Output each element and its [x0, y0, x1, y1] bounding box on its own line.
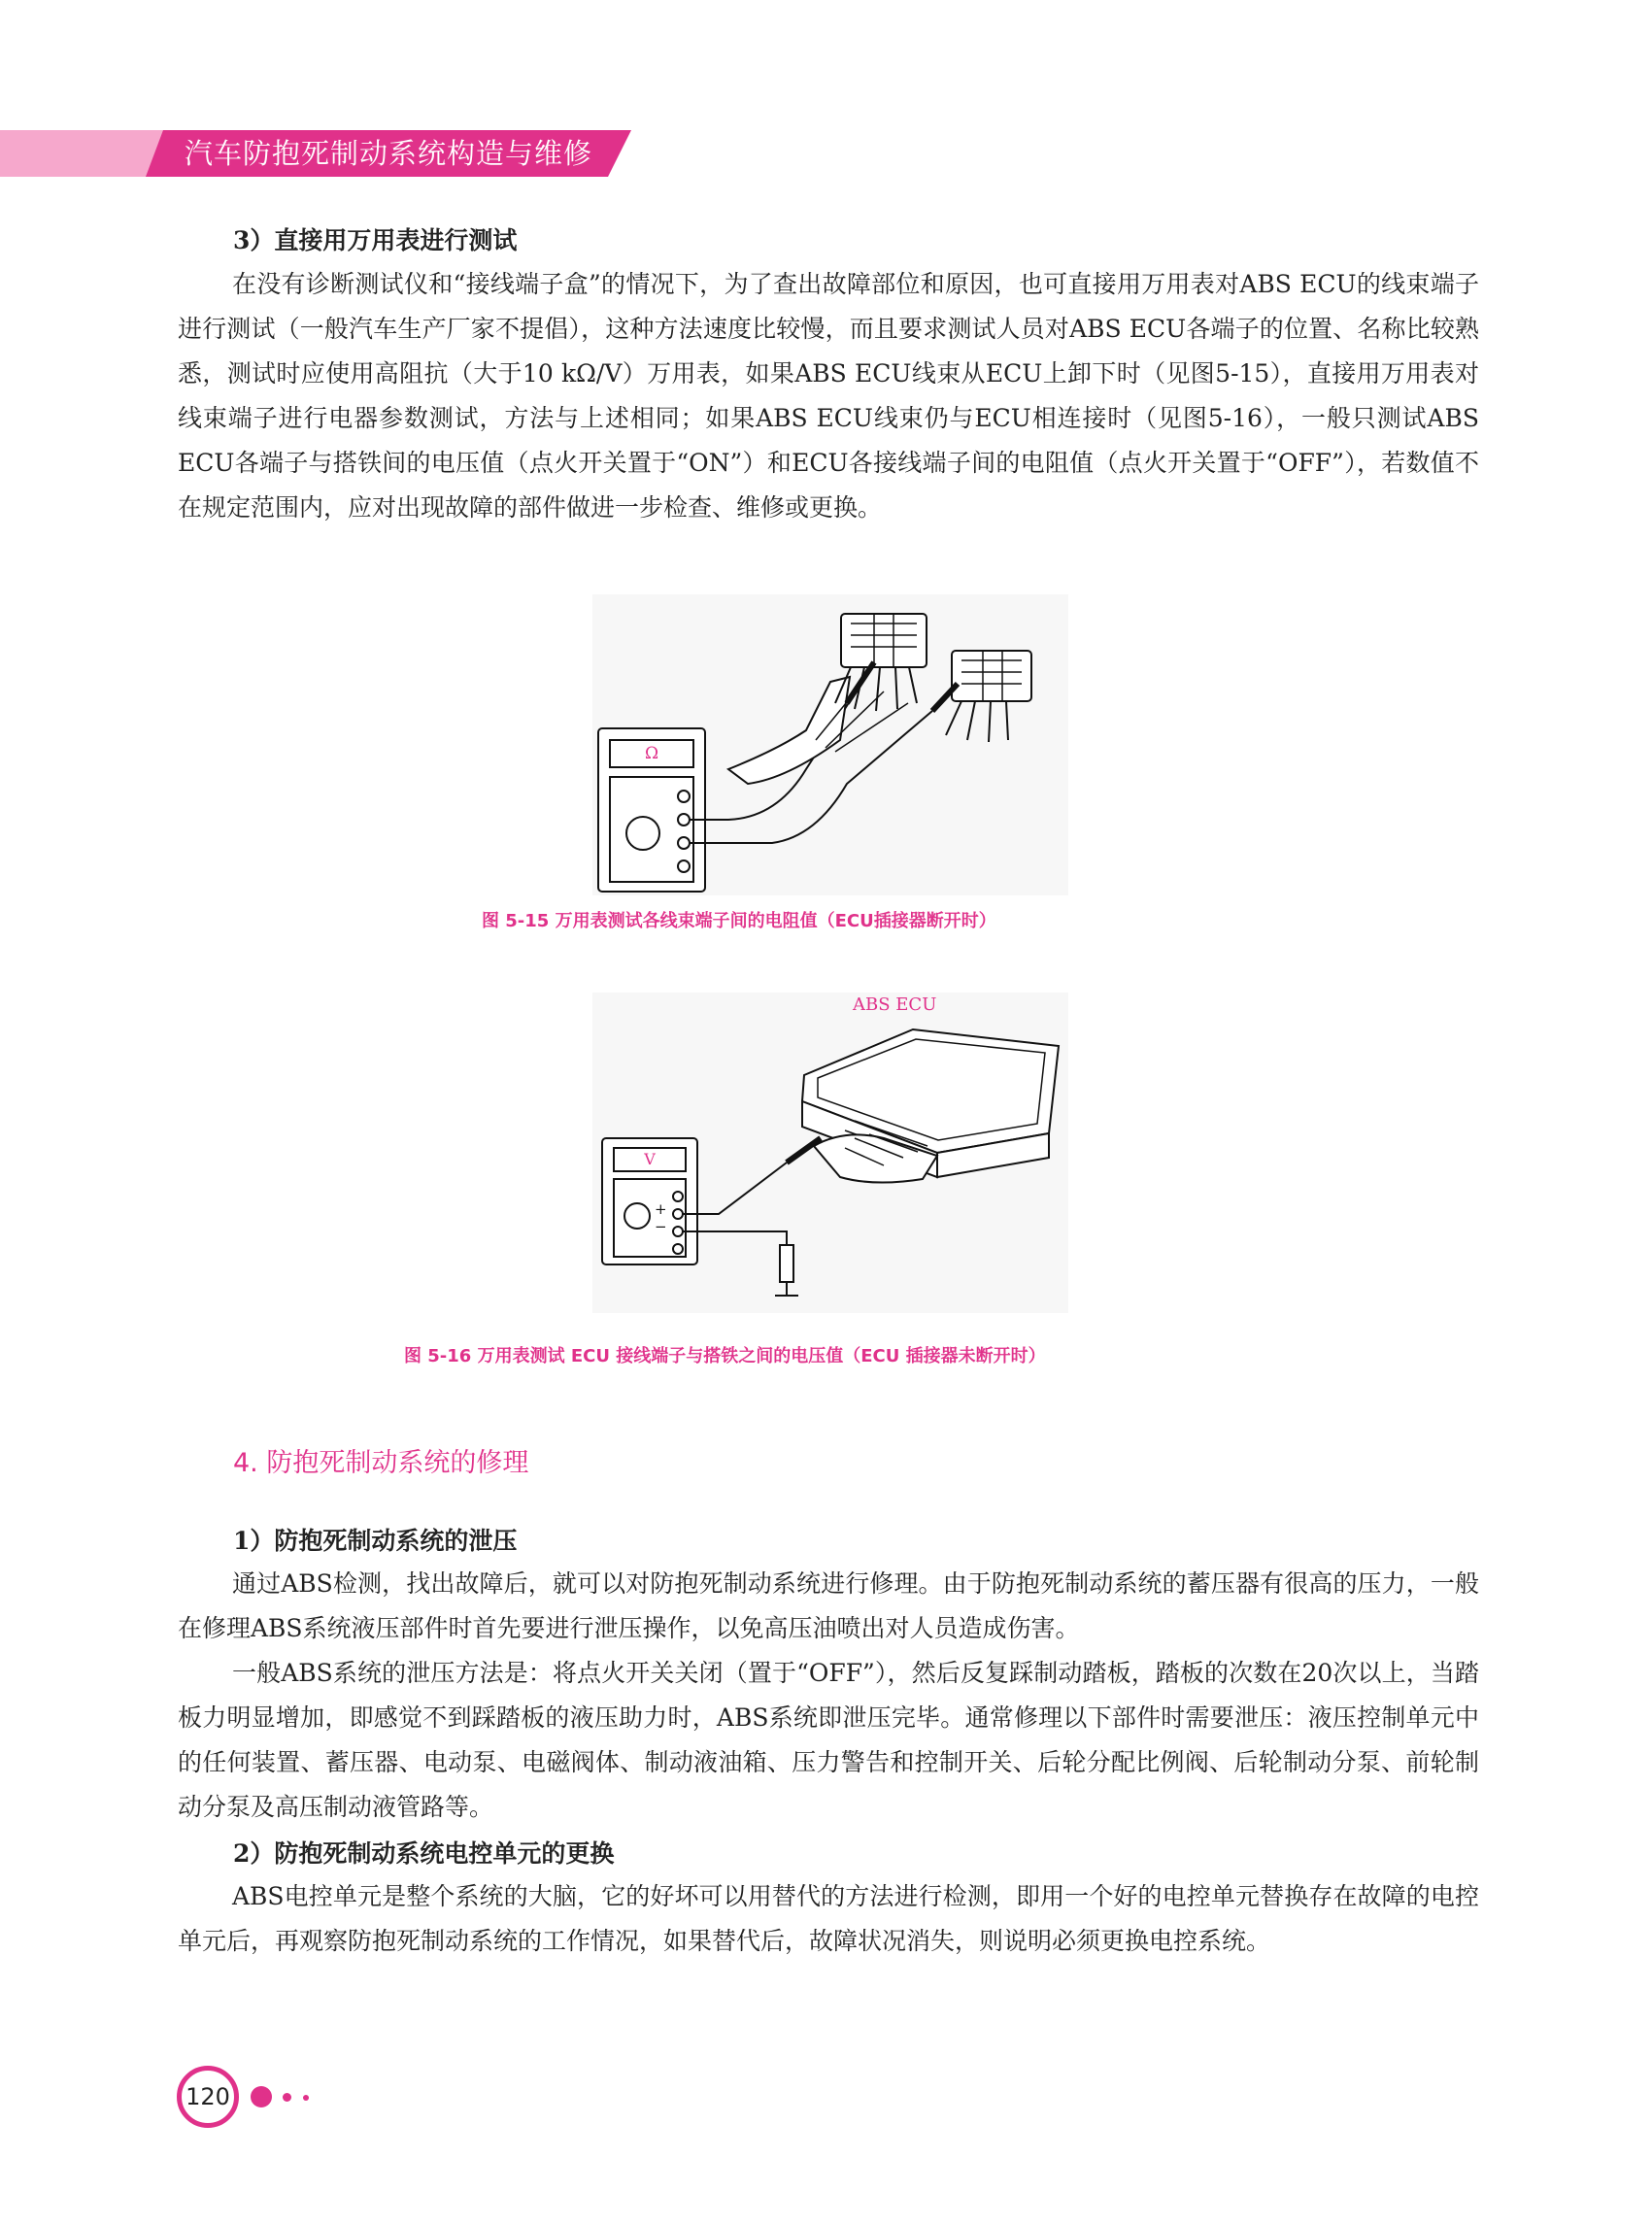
plus-terminal-label: + — [655, 1200, 667, 1218]
multimeter-ohm-symbol: Ω — [644, 744, 659, 763]
section-3-heading: 3）直接用万用表进行测试 — [233, 226, 518, 254]
multimeter-volt-symbol: V — [644, 1150, 656, 1168]
page-dot-medium — [283, 2093, 291, 2102]
section-4-1-heading: 1）防抱死制动系统的泄压 — [233, 1527, 518, 1555]
section-4-title: 4. 防抱死制动系统的修理 — [233, 1448, 529, 1478]
minus-terminal-label: − — [655, 1218, 667, 1235]
page-number: 120 — [185, 2083, 230, 2110]
figure-5-16-caption: 图 5-16 万用表测试 ECU 接线端子与搭铁之间的电压值（ECU 插接器未断开时） — [404, 1346, 1046, 1366]
page-dot-small — [303, 2095, 309, 2101]
section-4-1-paragraph-1: 通过ABS检测，找出故障后，就可以对防抱死制动系统进行修理。由于防抱死制动系统的蓄压器有很高的压力，一般在修理ABS系统液压部件时首先要进行泄压操作，以免高压油喷出对人员造成伤害。 — [178, 1569, 1479, 1642]
figure-5-15-caption: 图 5-15 万用表测试各线束端子间的电阻值（ECU插接器断开时） — [482, 911, 996, 931]
figure-5-16 — [592, 993, 1068, 1313]
chapter-header-title: 汽车防抱死制动系统构造与维修 — [185, 137, 593, 170]
section-4-1-paragraph-2: 一般ABS系统的泄压方法是：将点火开关关闭（置于“OFF”），然后反复踩制动踏板，踏板的次数在20次以上，当踏板力明显增加，即感觉不到踩踏板的液压助力时，ABS系统即泄压完毕。通常修理以下部件时需要泄压：液压控制单元中的任何装置、蓄压器、电动泵、电磁阀体、制动液油箱、压力警告和控制开关、后轮分配比例阀、后轮制动分泵、前轮制动分泵及高压制动液管路等。 — [178, 1659, 1479, 1821]
section-4-2-paragraph: ABS电控单元是整个系统的大脑，它的好坏可以用替代的方法进行检测，即用一个好的电控单元替换存在故障的电控单元后，再观察防抱死制动系统的工作情况，如果替代后，故障状况消失，则说明必须更换电控系统。 — [178, 1882, 1479, 1955]
section-4-2-heading: 2）防抱死制动系统电控单元的更换 — [233, 1839, 615, 1868]
page-dot-large — [251, 2086, 272, 2107]
abs-ecu-label: ABS ECU — [853, 995, 937, 1015]
section-3-paragraph: 在没有诊断测试仪和“接线端子盒”的情况下，为了查出故障部位和原因，也可直接用万用表对ABS ECU的线束端子进行测试（一般汽车生产厂家不提倡），这种方法速度比较慢，而且要求测试人员对ABS ECU各端子的位置、名称比较熟悉，测试时应使用高阻抗（大于10 kΩ/V）万用表，如果ABS ECU线束从ECU上卸下时（见图5-15），直接用万用表对线束端子进行电器参数测试，方法与上述相同；如果ABS ECU线束仍与ECU相连接时（见图5-16），一般只测试ABS ECU各端子与搭铁间的电压值（点火开关置于“ON”）和ECU各接线端子间的电阻值（点火开关置于“OFF”），若数值不在规定范围内，应对出现故障的部件做进一步检查、维修或更换。 — [178, 270, 1479, 522]
figure-5-15 — [592, 594, 1068, 895]
